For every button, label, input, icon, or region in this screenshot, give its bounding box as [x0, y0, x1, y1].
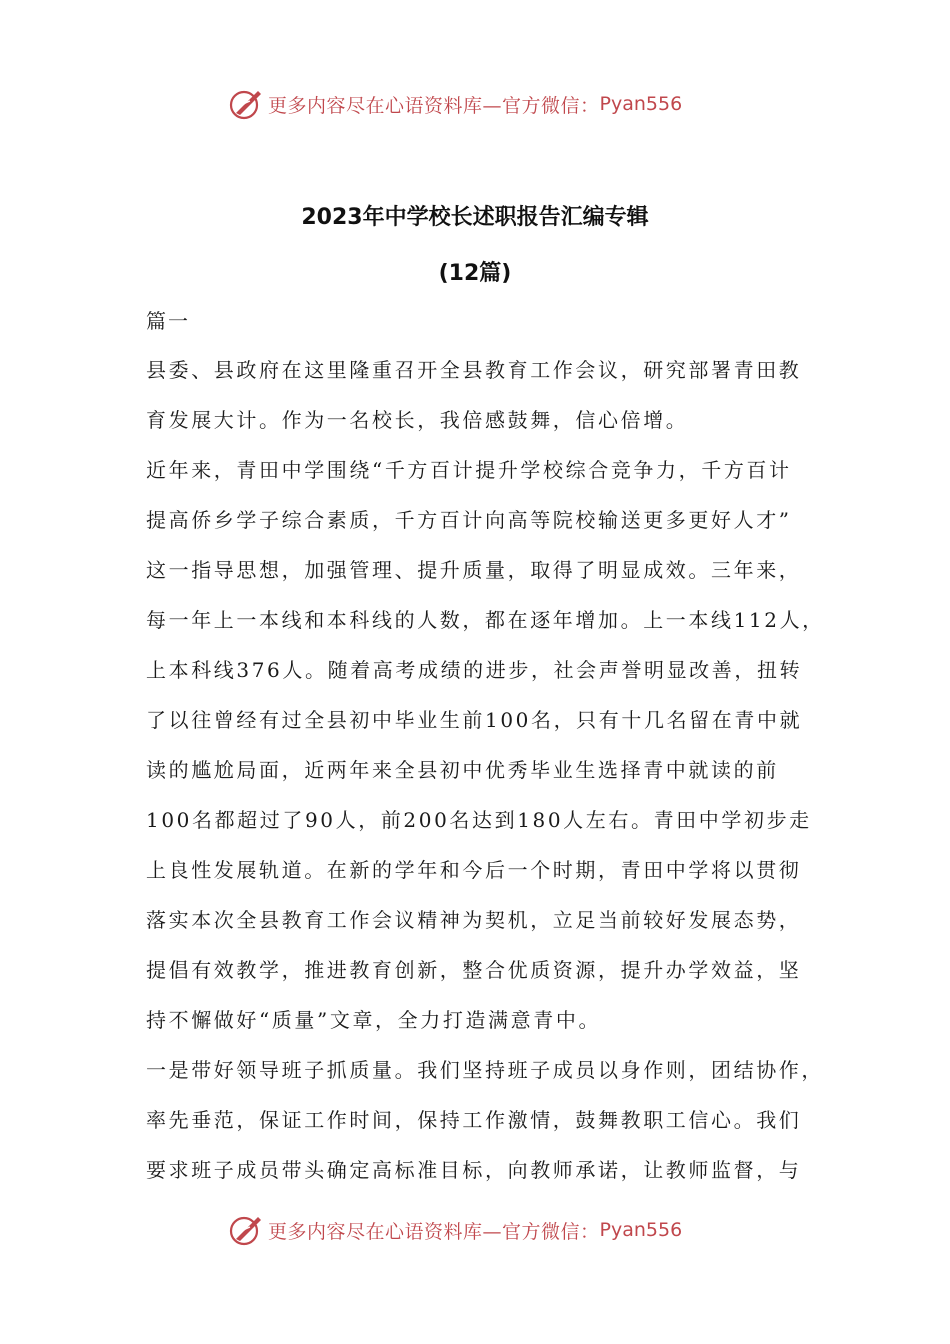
document-subtitle: (12篇): [438, 261, 512, 286]
text-line: 县委、县政府在这里隆重召开全县教育工作会议，研究部署青田教: [146, 358, 802, 382]
text-line: 了以往曾经有过全县初中毕业生前100名，只有十几名留在青中就: [146, 708, 803, 732]
text-line: 这一指导思想，加强管理、提升质量，取得了明显成效。三年来，: [146, 558, 802, 582]
wechat-id: Pyan556: [599, 93, 683, 115]
text-line: 上良性发展轨道。在新的学年和今后一个时期，青田中学将以贯彻: [146, 858, 802, 882]
text-line: 率先垂范，保证工作时间，保持工作激情，鼓舞教职工信心。我们: [146, 1108, 802, 1132]
text-line: 一是带好领导班子抓质量。我们坚持班子成员以身作则，团结协作，: [146, 1058, 824, 1082]
section-heading: 篇一: [146, 309, 190, 333]
footer-banner: [228, 1210, 748, 1250]
wechat-id: Pyan556: [599, 1219, 683, 1241]
text-line: 育发展大计。作为一名校长，我倍感鼓舞，信心倍增。: [146, 408, 689, 432]
text-line: 持不懈做好“质量”文章，全力打造满意青中。: [146, 1008, 602, 1032]
text-line: 要求班子成员带头确定高标准目标，向教师承诺，让教师监督，与: [146, 1158, 802, 1182]
text-line: 100名都超过了90人，前200名达到180人左右。青田中学初步走: [146, 808, 812, 832]
text-line: 提高侨乡学子综合素质，千方百计向高等院校输送更多更好人才”: [146, 508, 792, 532]
text-line: 读的尴尬局面，近两年来全县初中优秀毕业生选择青中就读的前: [146, 758, 779, 782]
text-line: 上本科线376人。随着高考成绩的进步，社会声誉明显改善，扭转: [146, 658, 803, 682]
text-line: 每一年上一本线和本科线的人数，都在逐年增加。上一本线112人，: [146, 608, 825, 632]
document-title: 2023年中学校长述职报告汇编专辑: [301, 205, 649, 230]
document-body: [146, 348, 836, 1198]
banner-text: 更多内容尽在心语资料库—官方微信：: [268, 94, 600, 117]
text-line: 提倡有效教学，推进教育创新，整合优质资源，提升办学效益，坚: [146, 958, 802, 982]
text-line: 近年来，青田中学围绕“千方百计提升学校综合竞争力，千方百计: [146, 458, 792, 482]
text-line: 落实本次全县教育工作会议精神为契机，立足当前较好发展态势，: [146, 908, 802, 932]
banner-text: 更多内容尽在心语资料库—官方微信：: [268, 1220, 600, 1243]
quill-logo-icon: [228, 86, 264, 122]
header-banner: [228, 84, 748, 124]
quill-logo-icon: [228, 1212, 264, 1248]
